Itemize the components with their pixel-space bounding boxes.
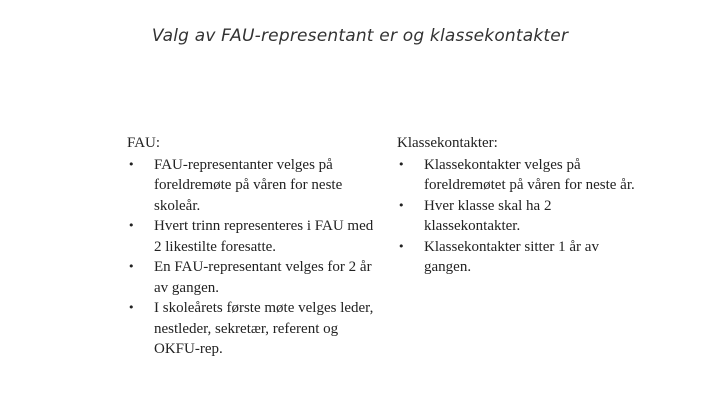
- list-item-text: Hver klasse skal ha 2 klassekontakter.: [424, 197, 552, 234]
- list-item-text: I skoleårets første møte velges leder, nestleder, sekretær, referent og OKFU-rep.: [154, 300, 374, 357]
- list-item-text: En FAU-representant velges for 2 år av gangen.: [154, 259, 372, 296]
- slide-title: Valg av FAU-representant er og klassekontakter: [151, 26, 569, 46]
- list-item: [127, 155, 377, 217]
- bullet-icon: •: [128, 219, 135, 232]
- bullet-icon: •: [128, 301, 135, 314]
- list-item-text: Klassekontakter velges på foreldremøtet på våren for neste år.: [424, 156, 635, 193]
- list-item-text: FAU-representanter velges på foreldremøte på våren for neste skoleår.: [154, 156, 343, 214]
- bullet-icon: •: [128, 260, 135, 273]
- list-item: [397, 196, 642, 237]
- list-item-text: Klassekontakter sitter 1 år av gangen.: [424, 238, 599, 275]
- fau-bullet-list: [127, 155, 377, 360]
- list-item: [127, 257, 377, 298]
- fau-heading: FAU:: [127, 135, 161, 151]
- list-item: [127, 298, 377, 360]
- list-item: [397, 155, 642, 196]
- fau-column: [127, 133, 377, 360]
- list-item-text: Hvert trinn representeres i FAU med 2 likestilte foresatte.: [154, 218, 374, 255]
- klassekontakter-bullet-list: [397, 155, 642, 278]
- bullet-icon: •: [398, 239, 405, 253]
- klassekontakter-heading: Klassekontakter:: [397, 135, 498, 151]
- list-item: [127, 216, 377, 257]
- bullet-icon: •: [128, 157, 135, 171]
- list-item: [397, 237, 642, 278]
- bullet-icon: •: [398, 198, 405, 212]
- klassekontakter-column: [397, 133, 642, 278]
- bullet-icon: •: [398, 157, 405, 171]
